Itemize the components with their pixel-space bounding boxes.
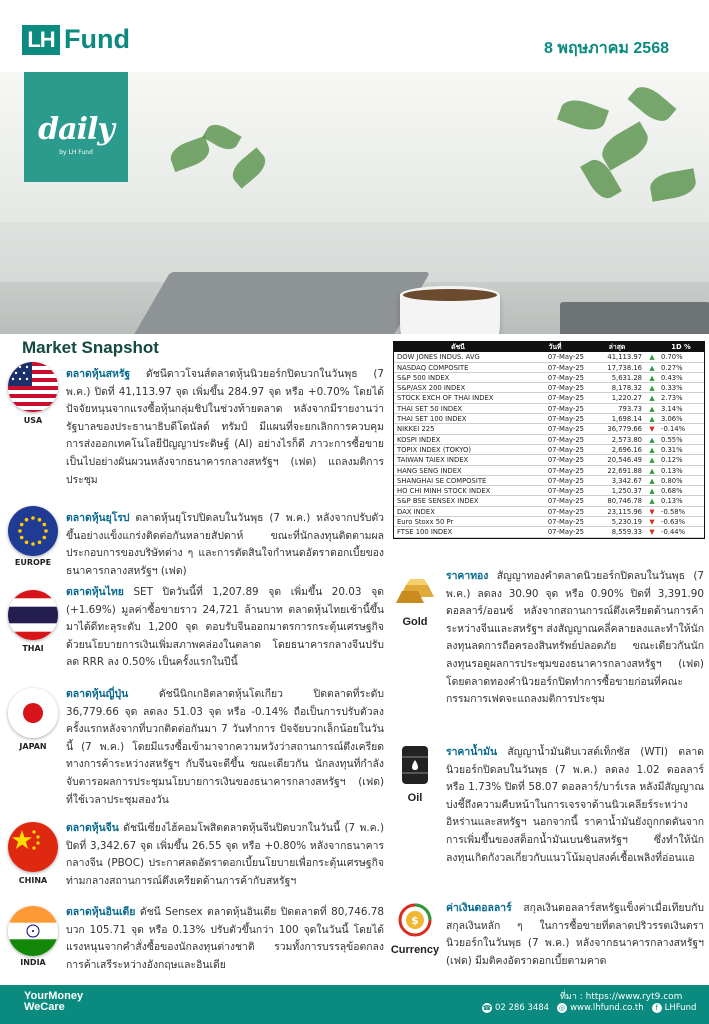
index-name: DAX INDEX (397, 507, 435, 516)
oil-barrel-icon (392, 742, 438, 788)
daily-word: daily (38, 112, 114, 147)
header-index: ดัชนี (451, 343, 465, 351)
index-date: 07-May-25 (547, 487, 584, 496)
index-date: 07-May-25 (547, 353, 584, 362)
phone-icon: ☎ (482, 1004, 492, 1012)
footer-phone[interactable]: ☎ 02 286 3484 (482, 1003, 550, 1013)
footer-source: ที่มา : https://www.ryt9.com (560, 992, 683, 1002)
index-name: KOSPI INDEX (397, 435, 441, 444)
daily-by: by LH Fund (59, 149, 93, 156)
oil-label: Oil (407, 792, 423, 804)
index-date: 07-May-25 (547, 425, 584, 434)
globe-icon: ◎ (559, 1004, 566, 1012)
index-change: 3.14% (661, 404, 683, 413)
thai-label: THAI (22, 644, 44, 653)
index-last: 80,746.78 (607, 497, 642, 506)
arrow-up-icon: ▲ (649, 456, 655, 465)
index-name: HO CHI MINH STOCK INDEX (397, 487, 491, 496)
index-change: 0.70% (661, 353, 683, 362)
india-paragraph (66, 904, 384, 974)
thai-lead: ตลาดหุ้นไทย (66, 586, 124, 598)
india-label: INDIA (20, 958, 46, 967)
arrow-up-icon: ▲ (649, 404, 655, 413)
index-change: 2.73% (661, 394, 683, 403)
index-last: 8,559.33 (611, 528, 642, 537)
index-date: 07-May-25 (547, 456, 584, 465)
index-last: 17,738.16 (607, 363, 642, 372)
index-name: S&P BSE SENSEX INDEX (397, 497, 479, 506)
index-name: S&P 500 INDEX (397, 373, 450, 382)
arrow-up-icon: ▲ (649, 497, 655, 506)
index-table (393, 341, 705, 539)
arrow-up-icon: ▲ (649, 384, 655, 393)
table-header (394, 342, 704, 352)
index-change: 0.43% (661, 373, 683, 382)
index-change: -0.44% (661, 528, 686, 537)
table-row (394, 476, 704, 486)
currency-label: Currency (390, 944, 440, 956)
index-change: 0.27% (661, 363, 683, 372)
table-row (394, 404, 704, 414)
index-last: 3,342.67 (611, 476, 642, 485)
footer-social[interactable]: f LHFund (652, 1003, 697, 1013)
europe-lead: ตลาดหุ้นยุโรป (66, 512, 130, 524)
china-label: CHINA (18, 876, 48, 885)
thai-paragraph (66, 584, 384, 672)
oil-paragraph (446, 744, 704, 867)
arrow-up-icon: ▲ (649, 353, 655, 362)
index-date: 07-May-25 (547, 476, 584, 485)
gold-lead: ราคาทอง (446, 570, 489, 582)
index-date: 07-May-25 (547, 507, 584, 516)
index-name: S&P/ASX 200 INDEX (397, 384, 466, 393)
table-row (394, 486, 704, 496)
daily-badge (24, 72, 128, 182)
index-name: STOCK EXCH OF THAI INDEX (397, 394, 494, 403)
japan-lead: ตลาดหุ้นญี่ปุ่น (66, 688, 129, 700)
india-flag (8, 906, 58, 956)
index-last: 5,631.28 (611, 373, 642, 382)
usa-paragraph (66, 366, 384, 489)
thai-body: SET ปิดวันนี้ที่ 1,207.89 จุด เพิ่มขึ้น 20.03 จุด (+1.69%) มูลค่าซื้อขายราว 24,721 ล้านบาท ตลาดหุ้นไทยเช้านี้ขึ้นมาได้ดีทะลุระดับ 1,200 จุด ตอบรับจีนออกมาตรการกระตุ้นเศรษฐกิจด้วยนโยบายการเงินเพิ่มสภาพคล่องในตลาด โดยธนาคารกลางจีนปรับลด RRR ลง 0.50% เป็นครั้งแรกในปีนี้ (66, 586, 384, 669)
index-date: 07-May-25 (547, 435, 584, 444)
arrow-up-icon: ▲ (649, 415, 655, 424)
japan-body: ดัชนีนิกเกอิตลาดหุ้นโตเกียว ปิดตลาดที่ระดับ 36,779.66 จุด ลดลง 51.03 จุด หรือ -0.14% ถือเป็นการปรับตัวลงครั้งแรกหลังจากที่บวกติดต่อกันมา 7 วันทำการ ปัจจัยบวกเล็กน้อยในวันนี้ (7 พ.ค.) โดยมีแรงซื้อเข้ามาจากความหวังว่าสถานการณ์ตึงเครียดทางการค้าระหว่างสหรัฐฯ กับจีนจะดีขึ้น ขณะเดียวกัน นักลงทุนที่กำลังจับตารอผลการประชุมนโยบายการเงินของธนาคารกลางสหรัฐฯ (เฟด) ที่ใช้เวลาประชุมสองวัน (66, 688, 384, 806)
index-change: 0.13% (661, 466, 683, 475)
footer-brand-line1: YourMoney (24, 990, 84, 1002)
thai-flag (8, 590, 58, 640)
footer-web[interactable]: ◎ www.lhfund.co.th (559, 1003, 644, 1013)
usa-flag (8, 362, 58, 412)
header-date: วันที่ (548, 343, 562, 351)
index-date: 07-May-25 (547, 497, 584, 506)
index-name: SHANGHAI SE COMPOSITE (397, 476, 487, 485)
currency-paragraph (446, 900, 704, 970)
index-change: 0.12% (661, 456, 683, 465)
index-name: TAIWAN TAIEX INDEX (397, 456, 469, 465)
table-row (394, 517, 704, 527)
index-name: NIKKEI 225 (397, 425, 435, 434)
index-change: 0.68% (661, 487, 683, 496)
arrow-up-icon: ▲ (649, 435, 655, 444)
index-date: 07-May-25 (547, 518, 584, 527)
india-lead: ตลาดหุ้นอินเดีย (66, 906, 136, 918)
index-date: 07-May-25 (547, 384, 584, 393)
table-row (394, 445, 704, 455)
europe-body: ตลาดหุ้นยุโรปปิดลบในวันพุธ (7 พ.ค.) หลังจากปรับตัวขึ้นอย่างแข็งแกร่งติดต่อกันหลายสัปดาห์ ขณะที่นักลงทุนติดตามผลประกอบการของบริษัทต่าง ๆ และการตัดสินใจกำหนดอัตราดอกเบี้ยของธนาคารกลางสหรัฐฯ (เฟด) (66, 512, 384, 577)
currency-block (384, 900, 446, 956)
table-row (394, 527, 704, 537)
logo-fund-text: Fund (64, 24, 130, 54)
arrow-up-icon: ▲ (649, 373, 655, 382)
index-last: 2,696.16 (611, 445, 642, 454)
china-body: ดัชนีเซี่ยงไฮ้คอมโพสิตตลาดหุ้นจีนปิดบวกในวันนี้ (7 พ.ค.) ปิดที่ 3,342.67 จุด เพิ่มขึ้น 26.55 จุด หรือ +0.80% หลังจากธนาคารกลางจีน (PBOC) ประกาศลดอัตราดอกเบี้ยนโยบายเพื่อกระตุ้นเศรษฐกิจท่ามกลางสถานการณ์ตึงเครียดด้านการค้ากับสหรัฐฯ (66, 822, 384, 887)
footer-brand (24, 991, 83, 1013)
japan-paragraph (66, 686, 384, 809)
table-row (394, 507, 704, 517)
arrow-up-icon: ▲ (649, 394, 655, 403)
japan-label: JAPAN (19, 742, 47, 751)
index-change: 0.31% (661, 445, 683, 454)
gold-bar-icon (392, 566, 438, 612)
index-last: 1,698.14 (611, 415, 642, 424)
index-last: 22,691.88 (607, 466, 642, 475)
index-last: 1,220.27 (611, 394, 642, 403)
index-name: FTSE 100 INDEX (397, 528, 453, 537)
china-lead: ตลาดหุ้นจีน (66, 822, 119, 834)
usa-body: ดัชนีดาวโจนส์ตลาดหุ้นนิวยอร์กปิดบวกในวันพุธ (7 พ.ค.) ปิดที่ 41,113.97 จุด เพิ่มขึ้น 284.97 จุด หรือ +0.70% โดยได้ปัจจัยหนุนจากแรงซื้อหุ้นกลุ่มชิปในช่วงท้ายตลาด หลังจากมีรายงานว่ารัฐบาลของประธานาธิบดีโดนัลด์ ทรัมป์ มีแผนที่จะยกเลิกการควบคุมการส่งออกเทคโนโลยีปัญญาประดิษฐ์ (AI) อย่างไรก็ดี ภาวะการซื้อขายเป็นไปอย่างผันผวนหลังจากธนาคารกลางสหรัฐฯ (เฟด) แถลงมติการประชุม (66, 368, 384, 486)
arrow-down-icon: ▼ (649, 425, 655, 434)
index-last: 2,573.80 (611, 435, 642, 444)
header-last: ล่าสุด (608, 343, 626, 351)
index-name: THAI SET 50 INDEX (397, 404, 463, 413)
arrow-up-icon: ▲ (649, 363, 655, 372)
index-change: 0.55% (661, 435, 683, 444)
table-row (394, 373, 704, 383)
index-last: 23,115.96 (607, 507, 642, 516)
facebook-icon: f (652, 1003, 662, 1013)
index-change: -0.58% (661, 507, 686, 516)
gold-paragraph (446, 568, 704, 709)
china-flag (8, 822, 58, 872)
index-last: 5,230.19 (611, 518, 642, 527)
gold-block (392, 566, 438, 628)
europe-flag (8, 506, 58, 556)
index-last: 793.73 (618, 404, 642, 413)
usa-lead: ตลาดหุ้นสหรัฐ (66, 368, 131, 380)
index-name: HANG SENG INDEX (397, 466, 462, 475)
india-body: ดัชนี Sensex ตลาดหุ้นอินเดีย ปิดตลาดที่ 80,746.78 บวก 105.71 จุด หรือ 0.13% ปรับตัวขึ้นกว่า 100 จุดในวันนี้ โดยได้แรงหนุนจากคำสั่งซื้อของนักลงทุนต่างชาติ รวมทั้งการบรรลุข้อตกลงการค้าเสรีระหว่างอังกฤษและอินเดีย (66, 906, 384, 971)
index-name: THAI SET 100 INDEX (397, 415, 467, 424)
index-last: 8,178.32 (611, 384, 642, 393)
table-row (394, 424, 704, 434)
europe-label: EUROPE (14, 558, 52, 567)
index-last: 41,113.97 (607, 353, 642, 362)
index-date: 07-May-25 (547, 394, 584, 403)
arrow-up-icon: ▲ (649, 476, 655, 485)
currency-exchange-icon (384, 900, 446, 940)
gold-label: Gold (402, 616, 428, 628)
table-row (394, 393, 704, 403)
index-date: 07-May-25 (547, 528, 584, 537)
europe-paragraph (66, 510, 384, 580)
oil-block (392, 742, 438, 804)
table-row (394, 466, 704, 476)
index-date: 07-May-25 (547, 466, 584, 475)
header-change: 1D % (671, 343, 691, 351)
currency-lead: ค่าเงินดอลลาร์ (446, 902, 512, 914)
table-row (394, 455, 704, 465)
index-date: 07-May-25 (547, 373, 584, 382)
logo-lh: LH (22, 25, 60, 55)
gold-body: สัญญาทองคำตลาดนิวยอร์กปิดลบในวันพุธ (7 พ.ค.) ลดลง 30.90 จุด หรือ 0.90% ปิดที่ 3,391.90 ดอลลาร์/ออนซ์ หลังจากสถานการณ์ตึงเครียดด้านการค้าระหว่างจีนและสหรัฐฯ ส่งสัญญาณคลี่คลายลงและทำให้นักลงทุนลดการถือครองสินทรัพย์ปลอดภัย ขณะเดียวกันนักลงทุนรอดูผลการประชุมของธนาคารกลางสหรัฐฯ (เฟด) โดยตลาดทองคำนิวยอร์กปิดทำการซื้อขายก่อนที่คณะกรรมการเฟดจะแถลงมติการประชุม (446, 570, 704, 706)
table-row (394, 383, 704, 393)
index-name: DOW JONES INDUS. AVG (397, 353, 480, 362)
index-date: 07-May-25 (547, 363, 584, 372)
svg-text:$: $ (411, 914, 419, 927)
china-paragraph (66, 820, 384, 890)
japan-flag (8, 688, 58, 738)
index-name: Euro Stoxx 50 Pr (397, 518, 454, 527)
arrow-up-icon: ▲ (649, 487, 655, 496)
index-last: 36,779.66 (607, 425, 642, 434)
index-change: 0.80% (661, 476, 683, 485)
section-title: Market Snapshot (22, 338, 159, 357)
table-row (394, 352, 704, 362)
index-last: 20,546.49 (607, 456, 642, 465)
table-row (394, 414, 704, 424)
oil-body: สัญญาน้ำมันดิบเวสต์เท็กซัส (WTI) ตลาดนิวยอร์กปิดลบในวันพุธ (7 พ.ค.) ลดลง 1.02 ดอลลาร์ หรือ 1.73% ปิดที่ 58.07 ดอลลาร์/บาร์เรล หลังมีสัญญาณบ่งชี้ถึงความคืบหน้าในการเจรจาด้านนิวเคลียร์ระหว่างอิหร่านและสหรัฐฯ นอกจากนี้ ราคาน้ำมันยังถูกกดดันจากการเพิ่มขึ้นของสต็อกน้ำมันเบนซินสหรัฐฯ ซึ่งทำให้นักลงทุนเกิดกังวลเกี่ยวกับแนวโน้มอุปสงค์เชื้อเพลิงที่อ่อนแอ (446, 746, 704, 864)
arrow-up-icon: ▲ (649, 466, 655, 475)
index-change: 0.33% (661, 384, 683, 393)
index-change: -0.63% (661, 518, 686, 527)
arrow-down-icon: ▼ (649, 518, 655, 527)
usa-label: USA (23, 416, 43, 425)
arrow-down-icon: ▼ (649, 507, 655, 516)
report-date: 8 พฤษภาคม 2568 (544, 40, 669, 57)
index-change: 3.06% (661, 415, 683, 424)
arrow-down-icon: ▼ (649, 528, 655, 537)
index-name: NASDAQ COMPOSITE (397, 363, 469, 372)
table-row (394, 435, 704, 445)
index-change: -0.14% (661, 425, 686, 434)
index-date: 07-May-25 (547, 445, 584, 454)
footer-contacts (482, 1003, 696, 1013)
index-change: 0.13% (661, 497, 683, 506)
index-name: TOPIX INDEX (TOKYO) (397, 445, 472, 454)
arrow-up-icon: ▲ (649, 445, 655, 454)
index-date: 07-May-25 (547, 415, 584, 424)
table-row (394, 363, 704, 373)
footer-brand-line2: WeCare (24, 1001, 65, 1013)
index-date: 07-May-25 (547, 404, 584, 413)
index-last: 1,250.37 (611, 487, 642, 496)
table-row (394, 496, 704, 506)
currency-body: สกุลเงินดอลลาร์สหรัฐแข็งค่าเมื่อเทียบกับสกุลเงินหลัก ๆ ในการซื้อขายที่ตลาดปริวรรตเงินตรานิวยอร์กในวันพุธ (7 พ.ค.) หลังจากธนาคารกลางสหรัฐฯ (เฟด) มีมติคงอัตราดอกเบี้ยตามคาด (446, 902, 704, 967)
oil-lead: ราคาน้ำมัน (446, 746, 498, 758)
